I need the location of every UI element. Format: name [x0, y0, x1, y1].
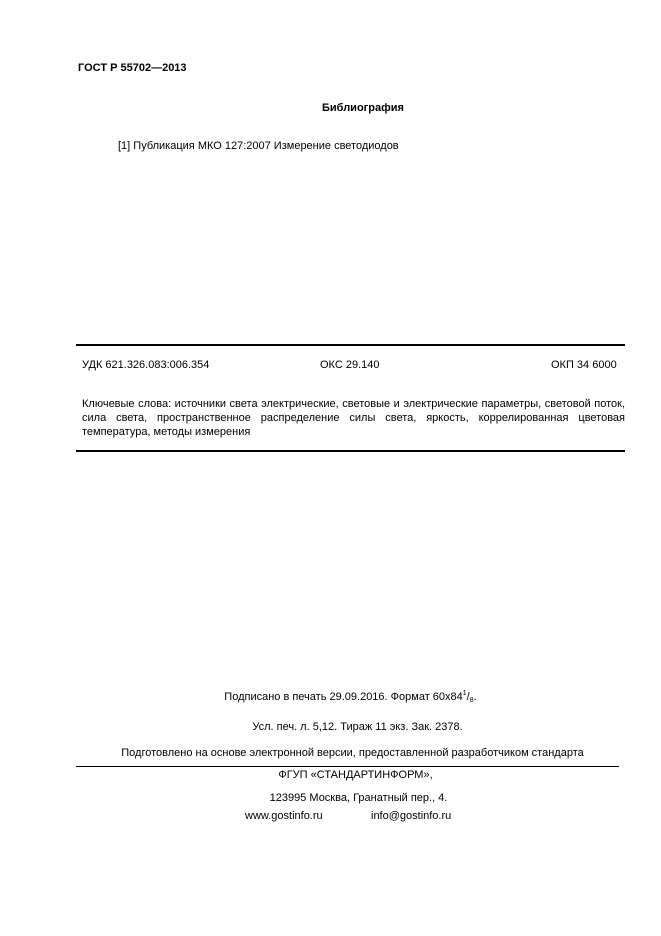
website-link[interactable]: www.gostinfo.ru: [245, 810, 323, 822]
printing-details: Усл. печ. л. 5,12. Тираж 11 экз. Зак. 2378.: [252, 721, 463, 733]
signed-suffix: .: [473, 691, 477, 703]
bibliography-title: Библиография: [322, 102, 404, 114]
publisher-name: ФГУП «СТАНДАРТИНФОРМ»,: [278, 769, 433, 781]
format-numerator: 1: [462, 690, 467, 697]
standard-code: ГОСТ Р 55702—2013: [78, 62, 187, 74]
okp-code: ОКП 34 6000: [551, 359, 617, 371]
signed-prefix: Подписано в печать 29.09.2016. Формат 60х84: [224, 691, 463, 703]
oks-code: ОКС 29.140: [320, 359, 380, 371]
signed-for-print: Подписано в печать 29.09.2016. Формат $60х84^1/_8$.: [224, 690, 477, 704]
format-denominator: 8: [469, 697, 474, 704]
middle-divider: [76, 450, 625, 452]
publisher-address: 123995 Москва, Гранатный пер., 4.: [269, 792, 448, 804]
keywords-paragraph: Ключевые слова: источники света электрические, световые и электрические параметры, световой поток, сила света, пространственное распределение силы света, яркость, коррелированная цветовая температура, методы измерения: [82, 398, 625, 438]
udc-code: УДК 621.326.083:006.354: [82, 359, 210, 371]
email-link[interactable]: info@gostinfo.ru: [371, 810, 452, 822]
top-divider: [76, 344, 625, 346]
bottom-divider: [76, 766, 619, 767]
bibliography-item: [1] Публикация МКО 127:2007 Измерение светодиодов: [118, 140, 399, 152]
prepared-note: Подготовлено на основе электронной версии, предоставленной разработчиком стандарта: [121, 747, 584, 759]
